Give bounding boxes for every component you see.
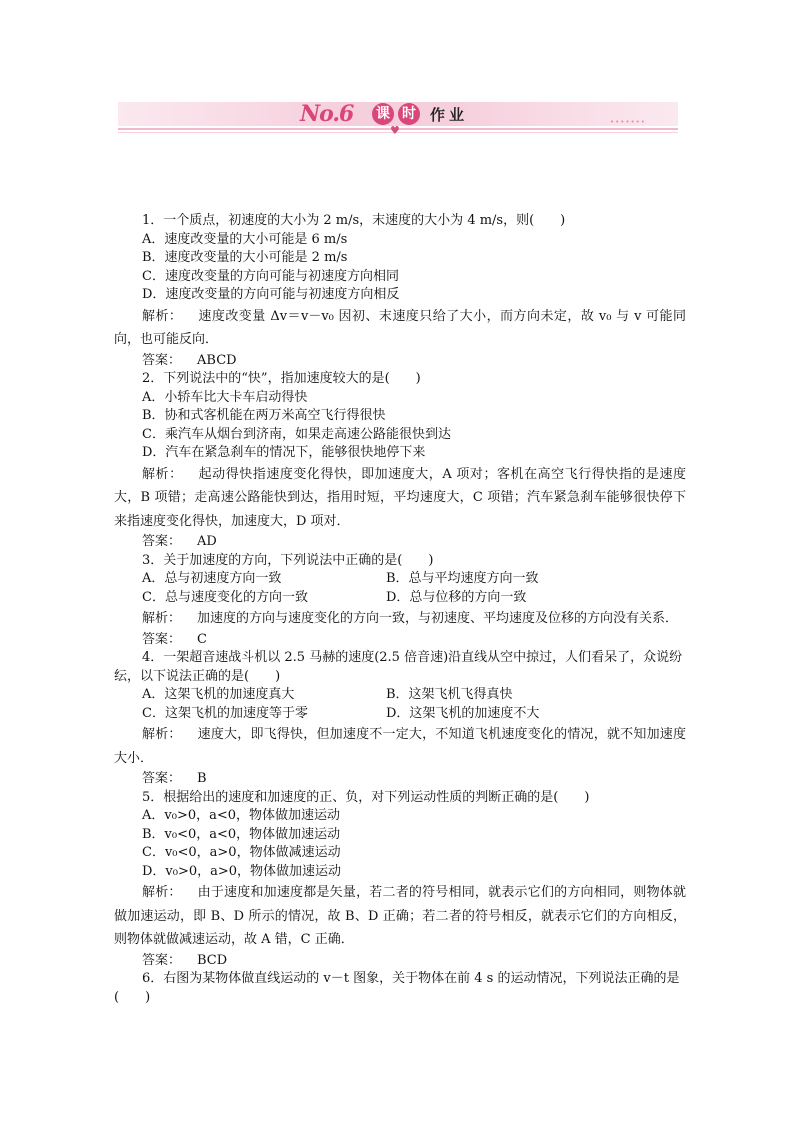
question-stem: 5．根据给出的速度和加速度的正、负，对下列运动性质的判断正确的是( ): [142, 789, 590, 805]
answer-label: 答案：: [142, 631, 182, 647]
option: C．这架飞机的加速度等于零: [142, 705, 308, 721]
option: B．速度改变量的大小可能是 2 m/s: [142, 250, 348, 265]
option: C．总与速度变化的方向一致: [142, 589, 308, 605]
answer-label: 答案：: [142, 771, 182, 786]
answer-label: 答案：: [142, 534, 182, 549]
option: C．速度改变量的方向可能与初速度方向相同: [142, 268, 399, 284]
question-stem: 1．一个质点，初速度的大小为 2 m/s，末速度的大小为 4 m/s，则( ): [142, 213, 566, 228]
heart-icon: ♥: [390, 124, 400, 137]
analysis-text: 速度大，即飞得快，但加速度不一定大，不知道飞机速度变化的情况，就不知加速度大小．: [114, 727, 686, 766]
option-row: [114, 686, 686, 705]
option-row: [114, 589, 686, 608]
option: B．总与平均速度方向一致: [386, 571, 539, 586]
question-stem: 3．关于加速度的方向，下列说法中正确的是( ): [142, 552, 434, 568]
option: A．这架飞机的加速度真大: [142, 687, 295, 702]
option: B．这架飞机飞得真快: [386, 687, 513, 702]
lesson-number: No.6: [300, 101, 354, 127]
option: A．总与初速度方向一致: [142, 571, 282, 586]
question-stem: 6．右图为某物体做直线运动的 v－t 图象，关于物体在前 4 s 的运动情况，下列说法正确的是( ): [114, 971, 680, 1005]
answer: [114, 533, 686, 552]
answer: [114, 631, 686, 650]
answer-text: B: [197, 771, 207, 786]
answer-label: 答案：: [142, 352, 182, 368]
answer-label: 答案：: [142, 952, 182, 968]
banner-title: 作业: [430, 106, 469, 124]
option: C．乘汽车从烟台到济南，如果走高速公路能很快到达: [142, 426, 451, 442]
analysis-text: 速度改变量 Δv＝v－v₀ 因初、末速度只给了大小，而方向未定，故 v₀ 与 v 可能同向，也可能反向．: [114, 308, 686, 347]
decorative-dots-icon: •••••••: [610, 118, 646, 126]
answer-text: ABCD: [197, 352, 237, 368]
option: D．速度改变量的方向可能与初速度方向相反: [142, 287, 400, 302]
question-stem: 2．下列说法中的“快”，指加速度较大的是( ): [142, 371, 421, 386]
option: D．总与位移的方向一致: [386, 589, 527, 605]
analysis-label: 解析：: [142, 466, 183, 482]
answer: [114, 352, 686, 371]
answer: [114, 770, 686, 789]
analysis: [114, 607, 686, 631]
answer: [114, 952, 686, 971]
analysis: [114, 881, 686, 952]
banner-char-ke: 课: [372, 103, 394, 125]
analysis-label: 解析：: [142, 308, 183, 324]
analysis-text: 起动得快指速度变化得快，即加速度大，A 项对；客机在高空飞行得快指的是速度大，B 项错；走高速公路能快到达，指用时短，平均速度大，C 项错；汽车紧急刹车能够很快停下来指速度变化得快，加速度大，D 项对．: [114, 466, 686, 529]
answer-text: BCD: [197, 952, 228, 968]
option-row: [114, 570, 686, 589]
analysis: [114, 305, 686, 352]
analysis: [114, 723, 686, 770]
analysis-label: 解析：: [142, 611, 182, 626]
option: A．v₀>0，a<0，物体做加速运动: [142, 808, 341, 823]
option: D．汽车在紧急刹车的情况下，能够很快地停下来: [142, 445, 426, 460]
analysis-text: 由于速度和加速度都是矢量，若二者的符号相同，就表示它们的方向相同，则物体就做加速运动，即 B、D 所示的情况，故 B、D 正确；若二者的符号相反，就表示它们的方向相反，则物体就做减速运动，故 A 错，C 正确．: [114, 885, 686, 947]
answer-text: AD: [197, 534, 217, 549]
analysis-label: 解析：: [142, 727, 182, 742]
option: A．小轿车比大卡车启动得快: [142, 389, 308, 405]
option-row: [114, 705, 686, 724]
option: A．速度改变量的大小可能是 6 m/s: [142, 231, 348, 247]
exercise-content: [114, 212, 686, 1007]
option: C．v₀<0，a>0，物体做减速运动: [142, 845, 341, 860]
analysis-text: 加速度的方向与速度变化的方向一致，与初速度、平均速度及位移的方向没有关系．: [197, 611, 679, 626]
answer-text: C: [197, 631, 207, 647]
option: D．这架飞机的加速度不大: [386, 705, 540, 721]
header-banner: [118, 94, 678, 142]
analysis: [114, 463, 686, 534]
analysis-label: 解析：: [142, 885, 182, 900]
option: B．协和式客机能在两万米高空飞行得很快: [142, 408, 386, 423]
question-stem: 4．一架超音速战斗机以 2.5 马赫的速度(2.5 倍音速)沿直线从空中掠过，人们看呆了，众说纷纭，以下说法正确的是( ): [114, 650, 683, 684]
option: B．v₀<0，a<0，物体做加速运动: [142, 826, 341, 842]
option: D．v₀>0，a>0，物体做加速运动: [142, 863, 342, 879]
banner-char-shi: 时: [398, 103, 420, 125]
